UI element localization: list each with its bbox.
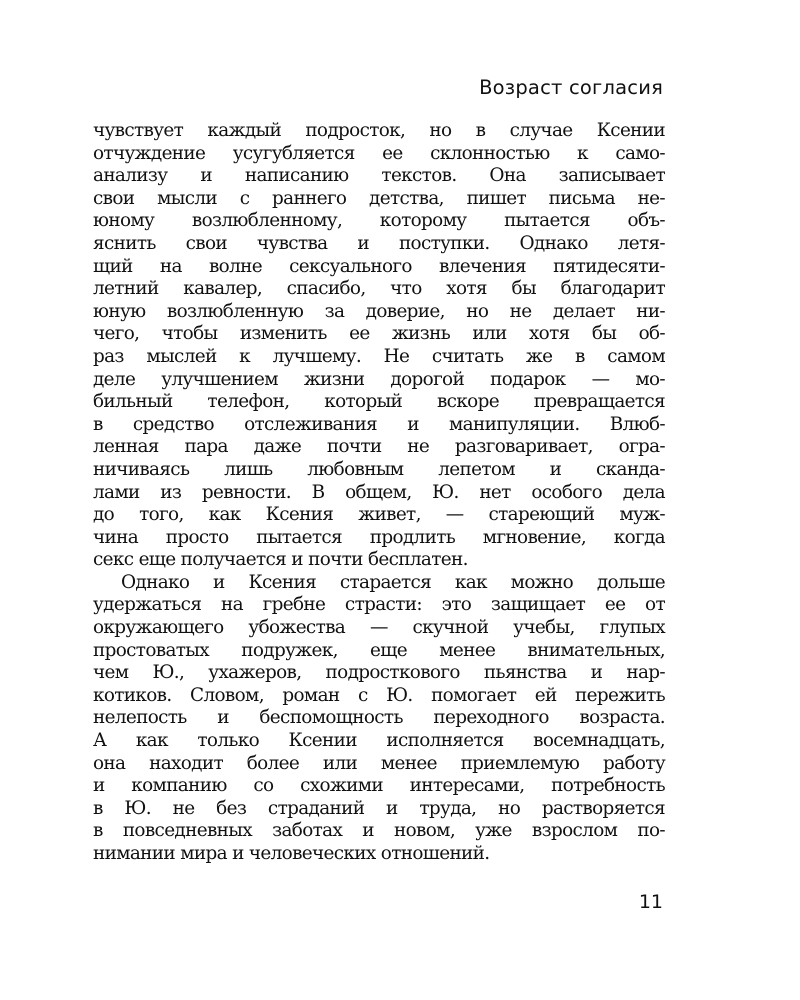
text-line: юному возлюбленному, которому пытается объ- bbox=[93, 210, 665, 232]
text-line: юную возлюбленную за доверие, но не делает ни- bbox=[93, 300, 665, 322]
text-line: чувствует каждый подросток, но в случае Ксении bbox=[93, 120, 665, 141]
text-line: летний кавалер, спасибо, что хотя бы благодарит bbox=[93, 278, 665, 300]
text-line: деле улучшением жизни дорогой подарок — мо- bbox=[93, 368, 665, 390]
text-line: раз мыслей к лучшему. Не считать же в самом bbox=[93, 345, 665, 367]
text-line: чем Ю., ухажеров, подросткового пьянства и нар- bbox=[93, 662, 665, 684]
text-line: ленная пара даже почти не разговаривает, огра- bbox=[93, 436, 665, 458]
text-line: чего, чтобы изменить ее жизнь или хотя бы об- bbox=[93, 323, 665, 345]
text-line: в повседневных заботах и новом, уже взрослом по- bbox=[93, 820, 665, 842]
body-text bbox=[93, 120, 665, 866]
running-title: Возраст согласия bbox=[479, 76, 663, 99]
text-line: котиков. Словом, роман с Ю. помогает ей пережить bbox=[93, 684, 665, 706]
paragraph-1 bbox=[93, 120, 665, 572]
text-line: щий на волне сексуального влечения пятидесяти- bbox=[93, 255, 665, 277]
text-line: анализу и написанию текстов. Она записывает bbox=[93, 165, 665, 187]
text-line: ничиваясь лишь любовным лепетом и сканда- bbox=[93, 458, 665, 480]
text-line: до того, как Ксения живет, — стареющий муж- bbox=[93, 504, 665, 526]
text-line: в Ю. не без страданий и труда, но растворяется bbox=[93, 797, 665, 819]
page-number: 11 bbox=[638, 891, 663, 913]
text-line: нимании мира и человеческих отношений. bbox=[93, 843, 490, 864]
text-line: в средство отслеживания и манипуляции. Влюб- bbox=[93, 413, 665, 435]
text-line: нелепость и беспомощность переходного возраста. bbox=[93, 707, 665, 729]
text-line: чина просто пытается продлить мгновение, когда bbox=[93, 526, 665, 548]
text-line: секс еще получается и почти бесплатен. bbox=[93, 549, 468, 571]
text-line: свои мысли с раннего детства, пишет письма не- bbox=[93, 187, 665, 209]
text-line: она находит более или менее приемлемую работу bbox=[93, 752, 665, 774]
text-line: и компанию со схожими интересами, потребность bbox=[93, 775, 665, 797]
paragraph-2 bbox=[93, 572, 665, 866]
text-line: удержаться на гребне страсти: это защищает ее от bbox=[93, 594, 665, 616]
text-line: Однако и Ксения старается как можно дольше bbox=[121, 571, 665, 593]
text-line: окружающего убожества — скучной учебы, глупых bbox=[93, 617, 665, 639]
text-line: яснить свои чувства и поступки. Однако летя- bbox=[93, 232, 665, 254]
text-line: лами из ревности. В общем, Ю. нет особого дела bbox=[93, 481, 665, 503]
text-line: отчуждение усугубляется ее склонностью к само- bbox=[93, 142, 665, 164]
text-line: простоватых подружек, еще менее внимательных, bbox=[93, 639, 665, 661]
text-line: бильный телефон, который вскоре превращается bbox=[93, 391, 665, 413]
text-line: А как только Ксении исполняется восемнадцать, bbox=[93, 730, 665, 752]
